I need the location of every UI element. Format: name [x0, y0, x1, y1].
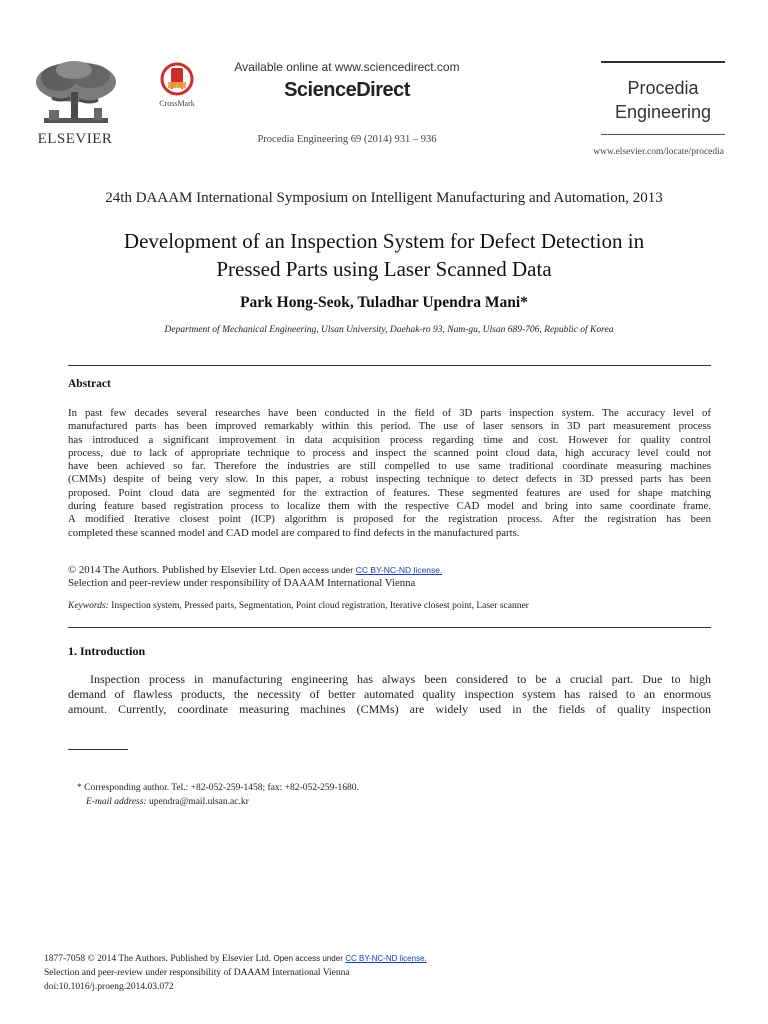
paper-title-line2: Pressed Parts using Laser Scanned Data [216, 257, 552, 281]
elsevier-logo [22, 58, 132, 150]
author-affiliation: Department of Mechanical Engineering, Ulsan University, Daehak-ro 93, Nam-gu, Ulsan 689-706, Republic of Korea [164, 325, 614, 335]
conference-name: 24th DAAAM International Symposium on Intelligent Manufacturing and Automation, 2013 [105, 190, 663, 206]
elsevier-tree-icon [24, 58, 124, 130]
abstract-line: A modified Iterative closest point (ICP) algorithm is proposed for the registration process. After the registration has been [68, 513, 711, 526]
abstract-line: during feature based registration process to localize them with the respective CAD model and bring into same coordinate frame. [68, 500, 711, 513]
footer-peer-review: Selection and peer-review under responsibility of DAAAM International Vienna [44, 968, 350, 978]
footnote-separator [68, 749, 128, 750]
intro-line: Inspection process in manufacturing engineering has always been considered to be a crucial part. Due to high [90, 672, 711, 686]
introduction-body [68, 672, 711, 717]
crossmark-label: CrossMark [159, 99, 195, 108]
paper-title [0, 227, 768, 283]
abstract-line: proposed. Point cloud data are segmented for the extraction of features. These segmented features are used for shape matching [68, 486, 711, 499]
crossmark-logo[interactable] [152, 62, 202, 112]
paper-authors: Park Hong-Seok, Tuladhar Upendra Mani* [240, 294, 528, 311]
footer-open-access: Open access under [273, 954, 343, 963]
rule-before-abstract [68, 365, 711, 366]
open-access-text: Open access under [279, 565, 354, 575]
keywords-label: Keywords: [68, 601, 109, 611]
abstract-line: have been achieved so far. Therefore the industries are still compelled to use same traditional coordinate measuring machines [68, 460, 711, 473]
abstract-line: manufactured parts has been improved remarkably within this period. The use of laser sensors in 3D part measurement process [68, 420, 711, 433]
journal-box-bottom-rule [601, 134, 725, 135]
email-label: E-mail address: [86, 797, 147, 807]
journal-box-top-rule [601, 61, 725, 63]
paper-title-line1: Development of an Inspection System for Defect Detection in [123, 229, 645, 253]
elsevier-wordmark: ELSEVIER [37, 131, 113, 147]
intro-line: demand of flawless products, the necessity of better automated quality inspection system has raised to an enormous [68, 687, 711, 701]
peer-review-line: Selection and peer-review under responsibility of DAAAM International Vienna [68, 577, 416, 589]
journal-citation: Procedia Engineering 69 (2014) 931 – 936 [257, 134, 437, 145]
section-heading-introduction: 1. Introduction [68, 644, 146, 658]
footer-doi[interactable]: doi:10.1016/j.proeng.2014.03.072 [44, 982, 174, 992]
footer-copyright-line [44, 954, 427, 964]
journal-name-line2: Engineering [614, 102, 712, 122]
journal-name [601, 76, 725, 124]
abstract-body [68, 407, 711, 540]
email-address[interactable]: upendra@mail.ulsan.ac.kr [148, 797, 249, 807]
sciencedirect-logo[interactable]: ScienceDirect [284, 79, 410, 101]
journal-url[interactable]: www.elsevier.com/locate/procedia [593, 147, 724, 157]
abstract-line: completed these scanned model and CAD model are compared to find defects in the manufactured parts. [68, 526, 520, 539]
abstract-line: has introduced a significant improvement in data acquisition process regarding time and cost. However for quality control [68, 433, 711, 446]
footer-license-link[interactable]: CC BY-NC-ND license. [345, 954, 427, 963]
license-link[interactable]: CC BY-NC-ND license. [355, 565, 443, 575]
rule-after-keywords [68, 627, 711, 628]
available-online-text: Available online at www.sciencedirect.com [234, 60, 460, 74]
crossmark-icon [160, 62, 194, 98]
intro-line: amount. Currently, coordinate measuring machines (CMMs) are widely used in the fields of quality inspection [68, 702, 711, 716]
corresponding-author-footnote: * Corresponding author. Tel.: +82-052-259-1458; fax: +82-052-259-1680. [77, 783, 359, 793]
abstract-line: process, due to lack of appropriate technique to process and inspect the scanned point cloud data, high accuracy level could not [68, 446, 711, 459]
abstract-line: In past few decades several researches have been conducted in the field of 3D parts inspection system. The accuracy level of [68, 407, 711, 419]
copyright-text: © 2014 The Authors. Published by Elsevier Ltd. [68, 564, 277, 576]
abstract-line: (CMMs) despite of being very slow. In this paper, a robust inspecting technique to detect defects in 3D pressed parts has been [68, 473, 711, 486]
copyright-line [68, 564, 442, 576]
journal-name-line1: Procedia [627, 78, 699, 98]
abstract-heading: Abstract [68, 378, 111, 390]
footer-issn-copyright: 1877-7058 © 2014 The Authors. Published by Elsevier Ltd. [44, 954, 272, 964]
email-footnote [86, 797, 249, 807]
keywords-line [68, 601, 529, 611]
keywords-text: Inspection system, Pressed parts, Segmentation, Point cloud registration, Iterative closest point, Laser scanner [111, 601, 529, 611]
